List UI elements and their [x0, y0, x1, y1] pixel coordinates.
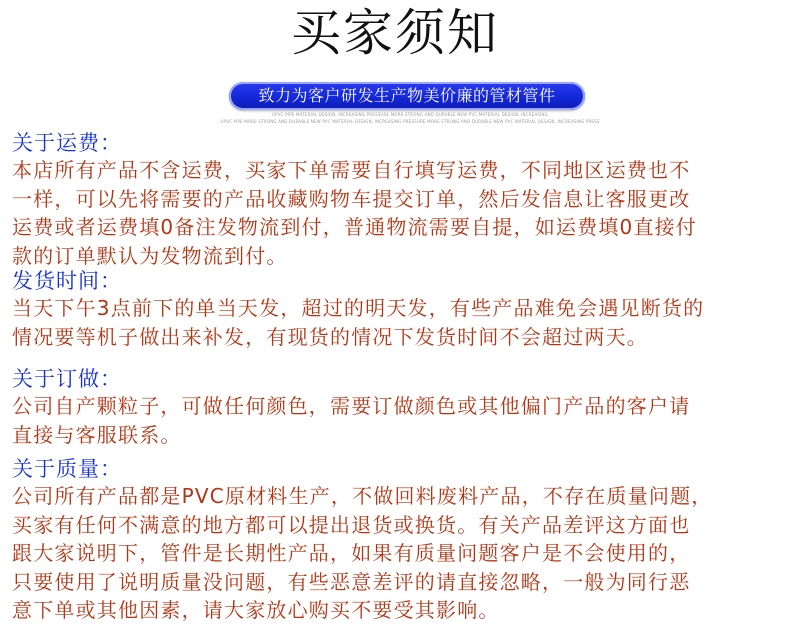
custom-order-section	[12, 366, 784, 449]
fine-print-line: UPVC PIPE MATERIAL DESIGN, INCREASING PRESSURE MORE STRONG AND DURABLE NEW PVC MATERIAL DESIGN, INCREASING	[272, 112, 548, 117]
section-heading: 关于订做：	[12, 367, 122, 391]
section-line: 公司自产颗粒子，可做任何颜色，需要订做颜色或其他偏门产品的客户请	[12, 394, 691, 418]
section-line: 公司所有产品都是PVC原材料生产，不做回料废料产品，不存在质量问题，	[12, 484, 713, 508]
section-line: 意下单或其他因素，请大家放心购买不要受其影响。	[12, 598, 500, 622]
section-line: 本店所有产品不含运费，买家下单需要自行填写运费，不同地区运费也不	[12, 158, 691, 182]
section-heading: 关于质量：	[12, 457, 122, 481]
section-line: 跟大家说明下，管件是长期性产品，如果有质量问题客户是不会使用的，	[12, 541, 691, 565]
section-heading: 发货时间：	[12, 269, 122, 293]
section-line: 运费或者运费填0备注发物流到付，普通物流需要自提，如运费填0直接付	[12, 215, 698, 239]
section-line: 一样，可以先将需要的产品收藏购物车提交订单，然后发信息让客服更改	[12, 186, 691, 211]
section-line: 款的订单默认为发物流到付。	[12, 243, 288, 268]
page-title: 买家须知	[291, 4, 499, 62]
section-line: 当天下午3点前下的单当天发，超过的明天发，有些产品难免会遇见断货的	[12, 296, 705, 320]
fine-print-line: UPVC PIPE MORE STRONG AND DURABLE NEW PVC MATERIAL DESIGN, INCREASING PRESSURE MORE STRONG AND DURABLE NEW PVC MATERIAL DESIGN, INCREASING PRESS	[220, 119, 600, 124]
quality-section	[12, 456, 784, 625]
shipping-fee-section	[12, 130, 784, 270]
delivery-time-section	[12, 268, 784, 351]
section-line: 只要使用了说明质量没问题，有些恶意差评的请直接忽略，一般为同行恶	[12, 569, 691, 594]
section-line: 情况要等机子做出来补发，有现货的情况下发货时间不会超过两天。	[12, 324, 648, 349]
section-line: 直接与客服联系。	[12, 422, 182, 447]
slogan-banner: 致力为客户研发生产物美价廉的管材管件	[229, 82, 585, 110]
section-heading: 关于运费：	[12, 131, 122, 155]
section-line: 买家有任何不满意的地方都可以提出退货或换货。有关产品差评这方面也	[12, 512, 691, 537]
